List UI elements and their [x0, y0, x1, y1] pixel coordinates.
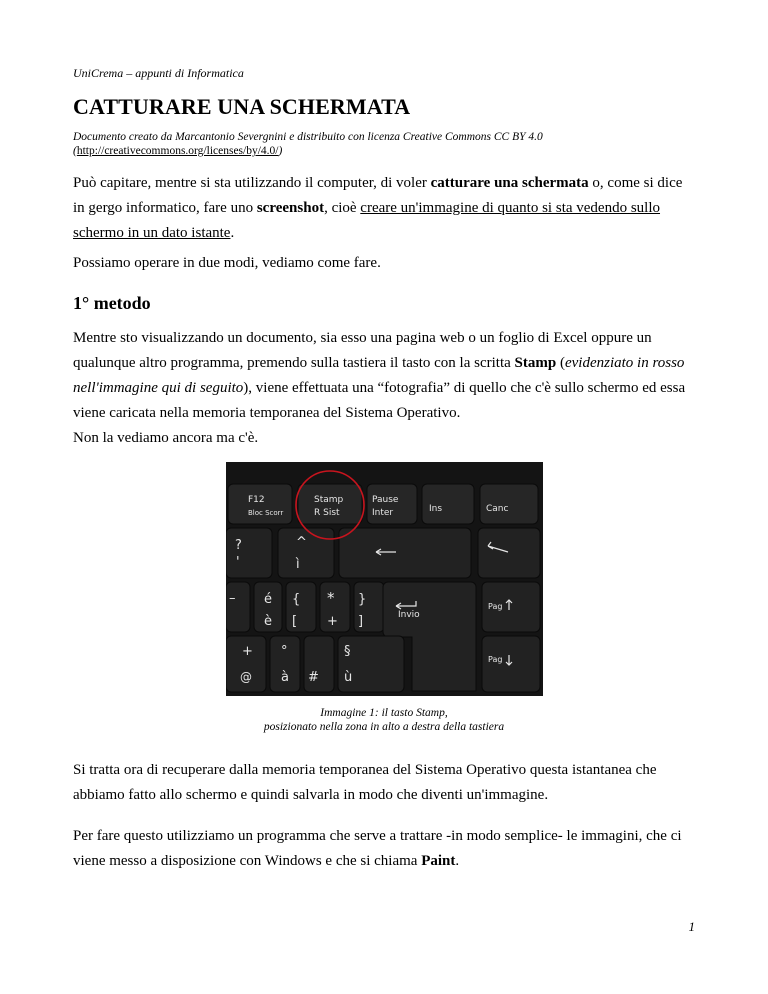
label-e-acute: é [264, 592, 272, 607]
license-link[interactable]: http://creativecommons.org/licenses/by/4.0/ [76, 145, 279, 157]
label-apostrophe: ' [236, 555, 240, 570]
retrieve-paragraph: Si tratta ora di recuperare dalla memoria temporanea del Sistema Operativo questa istantanea che abbiamo fatto allo schermo e quindi salvarla in modo che diventi un'immagine. [73, 762, 657, 803]
document-page [73, 0, 695, 994]
key-backspace [339, 528, 471, 578]
label-caret: ^ [296, 535, 307, 550]
label-pag-up: Pag [488, 602, 503, 611]
method-text-2: ( [556, 355, 565, 371]
credit-text: Documento creato da Marcantonio Severgnini e distribuito con licenza Creative Commons CC BY 4.0 [73, 131, 543, 143]
method-text-3: ), viene effettuata una “fotografia” di quello che c'è sullo schermo ed essa viene caricata nella memoria temporanea del Sistema Operativo. [73, 380, 686, 421]
label-f12: F12 [248, 495, 265, 505]
label-bloc-scorr: Bloc Scorr [248, 509, 284, 517]
paint-text-1: Per fare questo utilizziamo un programma che serve a trattare -in modo semplice- le immagini, che ci viene messo a disposizione con Windows e che si chiama [73, 828, 682, 869]
label-pag-down: Pag [488, 655, 503, 664]
key-brace [286, 582, 316, 632]
label-canc: Canc [486, 504, 509, 514]
page-number: 1 [688, 919, 695, 934]
label-i-grave: ì [296, 557, 300, 572]
key-tab-arrow [478, 528, 540, 578]
paint-paragraph [73, 824, 695, 874]
intro-paragraph [73, 171, 695, 246]
paint-bold-name: Paint [421, 853, 456, 869]
intro-text-2: o, come si dice in gergo informatico, fare uno [73, 175, 683, 216]
label-asterisk: * [327, 589, 335, 607]
intro-text-1: Può capitare, mentre si sta utilizzando il computer, di voler [73, 175, 431, 191]
label-degree: ° [281, 644, 288, 659]
label-brace-close: } [358, 592, 367, 607]
key-pag-down [482, 636, 540, 692]
intro-bold-screenshot: screenshot [256, 200, 325, 216]
label-section: § [344, 644, 351, 659]
figure-caption [73, 706, 695, 734]
keyboard-photo [226, 462, 543, 696]
keyboard-illustration [226, 462, 543, 696]
label-at: @ [240, 670, 252, 684]
label-ins: Ins [429, 504, 443, 514]
label-a-grave: à [281, 670, 289, 685]
key-minus [226, 582, 250, 632]
label-stamp: Stamp [314, 495, 344, 505]
label-e-grave: è [264, 614, 272, 629]
two-ways-paragraph: Possiamo operare in due modi, vediamo come fare. [73, 255, 381, 271]
intro-bold-capture: catturare una schermata [430, 175, 589, 191]
section-heading-method-1: 1° metodo [73, 293, 151, 313]
method-text-1: Mentre sto visualizzando un documento, sia esso una pagina web o un foglio di Excel oppure un qualunque altro programma, premendo sulla tastiera il tasto con la scritta [73, 330, 652, 371]
author-credit [73, 130, 695, 158]
label-r-sist: R Sist [314, 508, 340, 518]
key-question [226, 528, 272, 578]
method-line-2: Non la vediamo ancora ma c'è. [73, 430, 259, 446]
label-brace-open: { [292, 592, 301, 607]
label-hash: # [308, 670, 319, 685]
label-plus: + [327, 614, 338, 629]
intro-text-4: . [230, 225, 235, 241]
label-inter: Inter [372, 508, 394, 518]
method-bold-stamp: Stamp [514, 355, 557, 371]
label-bracket-open: [ [292, 614, 298, 629]
document-title: CATTURARE UNA SCHERMATA [73, 94, 411, 119]
method-paragraph [73, 326, 695, 451]
credit-open-paren: ( [73, 145, 77, 157]
caption-line-2: posizionato nella zona in alto a destra della tastiera [263, 721, 505, 733]
label-u-grave: ù [344, 670, 353, 685]
label-minus: – [229, 591, 236, 606]
label-plus2: + [242, 644, 253, 659]
running-header: UniCrema – appunti di Informatica [73, 66, 244, 80]
label-question: ? [235, 538, 242, 553]
intro-underlined: creare un'immagine di quanto si sta vedendo sullo schermo in un dato istante [73, 200, 661, 241]
caption-line-1: Immagine 1: il tasto Stamp, [320, 707, 448, 719]
method-italic-note: evidenziato in rosso nell'immagine qui di seguito [73, 355, 685, 396]
label-pause: Pause [372, 495, 399, 505]
label-bracket-close: ] [358, 614, 364, 629]
paint-text-2: . [455, 853, 460, 869]
intro-text-3: , cioè [324, 200, 361, 216]
label-invio: Invio [398, 610, 420, 620]
credit-close-paren: ) [278, 145, 283, 157]
